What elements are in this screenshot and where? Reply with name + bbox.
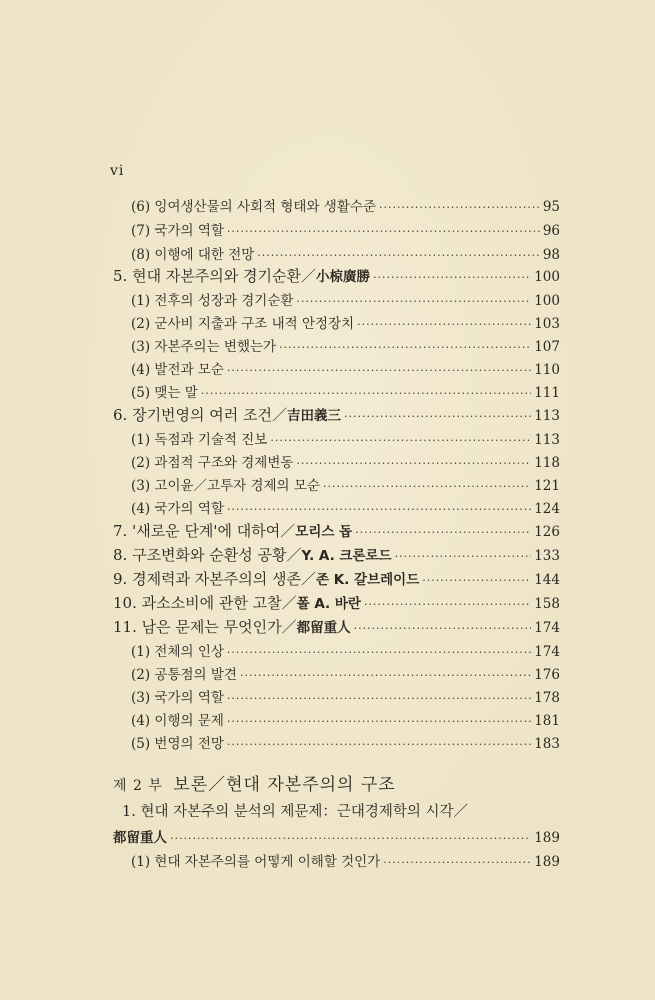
toc-entry — [131, 195, 560, 215]
toc-entry — [131, 358, 560, 378]
leader-dots — [355, 526, 531, 539]
toc-entry — [131, 428, 560, 448]
leader-dots — [379, 201, 540, 214]
leader-dots — [357, 318, 531, 331]
toc-entry-title: (1) 현대 자본주의를 어떻게 이해할 것인가 — [131, 854, 381, 870]
toc-entry-title: (4) 발전과 모순 — [131, 362, 224, 378]
toc-entry-page: 183 — [534, 736, 560, 752]
leader-dots — [227, 646, 531, 659]
toc-entry-page: 121 — [534, 478, 560, 494]
toc-entry-title: (1) 전후의 성장과 경기순환 — [131, 293, 294, 309]
leader-dots — [257, 249, 540, 262]
toc-entry — [131, 640, 560, 660]
toc-entry — [131, 312, 560, 332]
toc-author: 都留重人 — [296, 620, 351, 636]
toc-entry-page: 181 — [534, 713, 560, 729]
leader-dots — [227, 692, 531, 705]
toc-entry — [131, 474, 560, 494]
toc-entry — [131, 497, 560, 517]
toc-entry-title: (7) 국가의 역할 — [131, 223, 224, 239]
toc-entry-page: 176 — [534, 667, 560, 683]
leader-dots — [395, 550, 532, 563]
toc-author: 존 K. 갈브레이드 — [316, 572, 420, 588]
toc-author: 폴 A. 바란 — [296, 596, 361, 612]
toc-chapter-title: 1. 현대 자본주의 분석의 제문제：근대경제학의 시각／ — [122, 804, 469, 820]
toc-entry-page: 174 — [534, 620, 560, 636]
toc-entry-page: 100 — [534, 269, 560, 285]
toc-entry-page: 174 — [534, 644, 560, 660]
toc-chapter-continuation — [113, 826, 560, 846]
leader-dots — [227, 225, 540, 238]
toc-entry-title: (3) 자본주의는 변했는가 — [131, 339, 277, 355]
toc-chapter — [113, 404, 560, 425]
toc-entry-page: 113 — [534, 432, 560, 448]
leader-dots — [227, 715, 531, 728]
toc-entry — [131, 381, 560, 401]
leader-dots — [227, 738, 531, 751]
toc-entry — [131, 663, 560, 683]
leader-dots — [270, 434, 531, 447]
toc-author: Y. A. 크론로드 — [301, 548, 392, 564]
toc-chapter-title: 6. 장기번영의 여러 조건／ — [113, 406, 288, 424]
toc-entry — [131, 686, 560, 706]
leader-dots — [279, 341, 531, 354]
toc-entry — [131, 709, 560, 729]
toc-entry — [131, 335, 560, 355]
toc-entry-page: 98 — [542, 247, 560, 263]
toc-chapter — [113, 544, 560, 565]
toc-entry-page: 110 — [534, 362, 560, 378]
toc-author: 小椋廣勝 — [316, 269, 371, 285]
toc-chapter-title: 10. 과소소비에 관한 고찰／ — [113, 594, 297, 612]
part-title: 보론／현대 자본주의의 구조 — [173, 775, 396, 795]
toc-chapter-title: 8. 구조변화와 순환성 공황／ — [113, 546, 302, 564]
toc-entry-title: (3) 국가의 역할 — [131, 690, 224, 706]
leader-dots — [344, 410, 531, 423]
toc-entry-title: (1) 독점과 기술적 진보 — [131, 432, 268, 448]
toc-entry-title: (4) 국가의 역할 — [131, 501, 224, 517]
leader-dots — [383, 856, 531, 869]
leader-dots — [227, 503, 531, 516]
leader-dots — [364, 598, 531, 611]
toc-chapter — [113, 520, 560, 541]
toc-entry-page: 144 — [534, 572, 560, 588]
toc-entry-page: 189 — [534, 830, 560, 846]
toc-chapter-title: 11. 남은 문제는 무엇인가／ — [113, 618, 297, 636]
toc-chapter — [113, 592, 560, 613]
toc-chapter — [113, 616, 560, 637]
page-number: vi — [110, 163, 125, 179]
toc-entry-page: 107 — [534, 339, 560, 355]
leader-dots — [422, 574, 531, 587]
toc-entry-page: 95 — [542, 199, 560, 215]
toc-entry-page: 133 — [534, 548, 560, 564]
part-heading — [113, 770, 396, 795]
leader-dots — [373, 271, 531, 284]
toc-entry-page: 96 — [542, 223, 560, 239]
toc-entry-title: (4) 이행의 문제 — [131, 713, 224, 729]
toc-entry — [131, 850, 560, 870]
toc-entry-page: 100 — [534, 293, 560, 309]
leader-dots — [201, 387, 531, 400]
toc-entry-title: (5) 번영의 전망 — [131, 736, 224, 752]
toc-entry — [131, 732, 560, 752]
toc-entry-title: (8) 이행에 대한 전망 — [131, 247, 255, 263]
toc-entry — [131, 289, 560, 309]
leader-dots — [240, 669, 531, 682]
leader-dots — [227, 364, 531, 377]
toc-chapter-title: 7. '새로운 단계'에 대하여／ — [113, 522, 296, 540]
toc-entry-page: 111 — [534, 385, 560, 401]
toc-entry-title: (3) 고이윤／고투자 경제의 모순 — [131, 478, 320, 494]
toc-entry-page: 103 — [534, 316, 560, 332]
toc-entry-page: 189 — [534, 854, 560, 870]
toc-chapter — [113, 265, 560, 286]
toc-entry-title: (1) 전체의 인상 — [131, 644, 224, 660]
part-number: 제 2 부 — [113, 778, 163, 794]
toc-entry-page: 178 — [534, 690, 560, 706]
leader-dots — [170, 832, 531, 845]
toc-chapter — [113, 568, 560, 589]
toc-entry-page: 124 — [534, 501, 560, 517]
toc-entry-title: (6) 잉여생산물의 사회적 형태와 생활수준 — [131, 199, 376, 215]
toc-entry — [131, 451, 560, 471]
leader-dots — [296, 457, 531, 470]
leader-dots — [323, 480, 531, 493]
toc-chapter-title: 5. 현대 자본주의와 경기순환／ — [113, 267, 317, 285]
toc-entry-page: 113 — [534, 408, 560, 424]
toc-entry-page: 158 — [534, 596, 560, 612]
toc-author: 都留重人 — [113, 830, 167, 846]
toc-entry-title: (5) 맺는 말 — [131, 385, 198, 401]
toc-entry — [131, 219, 560, 239]
toc-entry — [131, 243, 560, 263]
toc-author: 모리스 돕 — [295, 524, 353, 540]
leader-dots — [296, 295, 531, 308]
toc-chapter-title: 9. 경제력과 자본주의의 생존／ — [113, 570, 317, 588]
toc-author: 吉田義三 — [287, 408, 342, 424]
toc-entry-page: 118 — [534, 455, 560, 471]
toc-entry-title: (2) 군사비 지출과 구조 내적 안정장치 — [131, 316, 355, 332]
toc-entry-title: (2) 과점적 구조와 경제변동 — [131, 455, 294, 471]
leader-dots — [354, 622, 532, 635]
toc-entry-page: 126 — [534, 524, 560, 540]
toc-entry-title: (2) 공통점의 발견 — [131, 667, 237, 683]
